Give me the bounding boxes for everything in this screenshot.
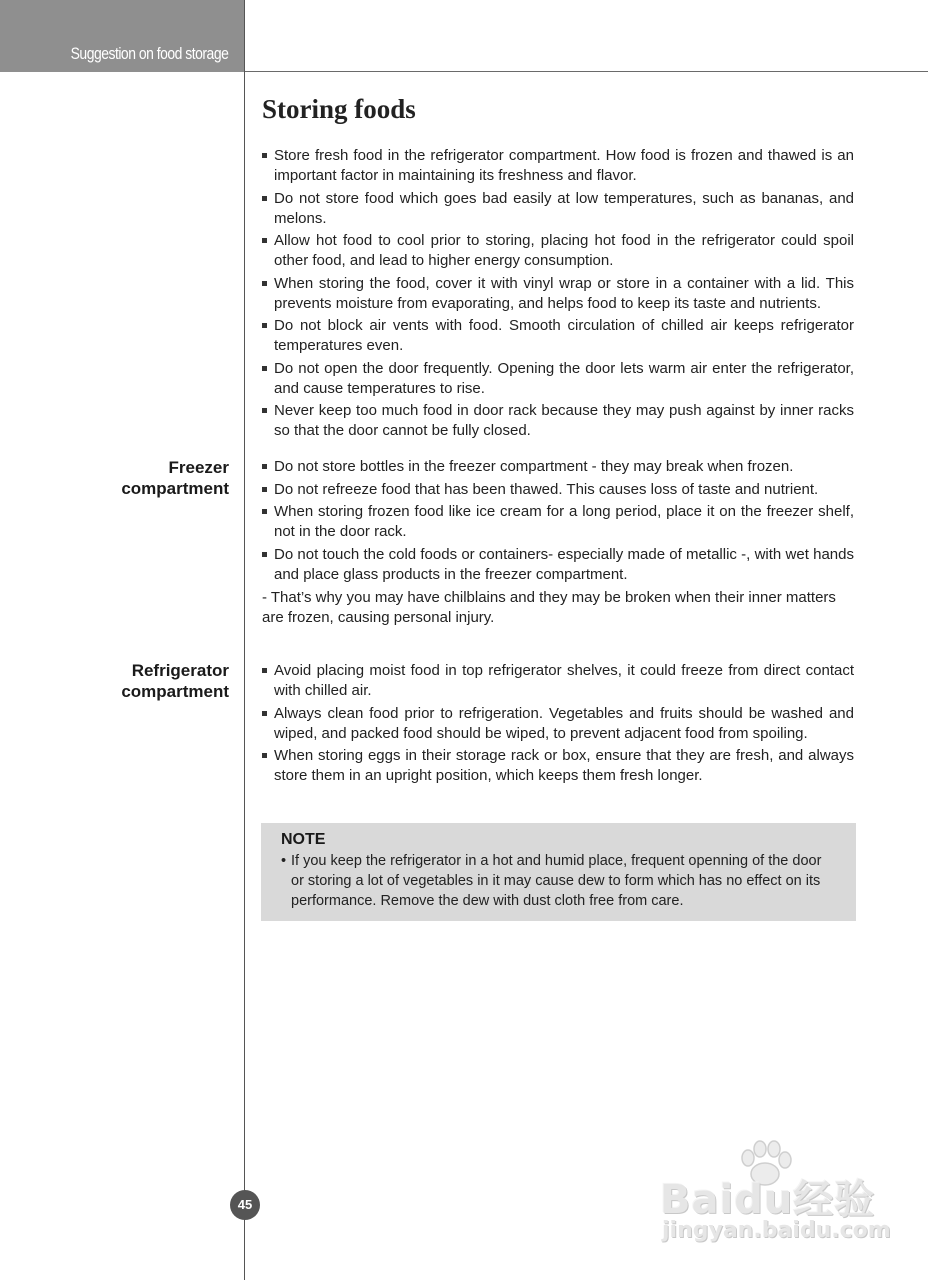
freezer-list — [262, 457, 854, 587]
list-item: Avoid placing moist food in top refrigerator shelves, it could freeze from direct contact with chilled air. — [262, 661, 854, 701]
list-item: When storing the food, cover it with vinyl wrap or store in a container with a lid. This prevents moisture from evaporating, and helps food to keep its taste and nutrients. — [262, 274, 854, 314]
square-bullet-icon — [262, 238, 267, 243]
dot-bullet-icon: • — [281, 853, 287, 869]
list-item: Do not block air vents with food. Smooth circulation of chilled air keeps refrigerator temperatures even. — [262, 316, 854, 356]
note-box — [261, 823, 856, 921]
list-item: Always clean food prior to refrigeration. Vegetables and fruits should be washed and wiped, and packed food should be wiped, to prevent adjacent food from spoiling. — [262, 704, 854, 744]
page-number: 45 — [230, 1190, 260, 1220]
note-text: • If you keep the refrigerator in a hot and humid place, frequent openning of the door or storing a lot of vegetables in it may cause dew to form which has no effect on its performance. Remove the dew with dust cloth free from care. — [281, 853, 822, 909]
list-item: Never keep too much food in door rack because they may push against by inner racks so that the door cannot be fully closed. — [262, 401, 854, 441]
square-bullet-icon — [262, 408, 267, 413]
margin-divider — [244, 0, 245, 1280]
header-divider — [244, 71, 928, 72]
watermark-url: jingyan.baidu.com — [662, 1218, 891, 1243]
note-title: NOTE — [281, 831, 326, 848]
list-item: Do not store food which goes bad easily at low temperatures, such as bananas, and melons. — [262, 189, 854, 229]
general-storage-list — [262, 146, 854, 444]
square-bullet-icon — [262, 196, 267, 201]
list-item: When storing frozen food like ice cream for a long period, place it on the freezer shelf, not in the door rack. — [262, 502, 854, 542]
square-bullet-icon — [262, 464, 267, 469]
square-bullet-icon — [262, 509, 267, 514]
page-title: Storing foods — [262, 94, 416, 124]
list-item: Do not touch the cold foods or containers- especially made of metallic -, with wet hands and place glass products in the freezer compartment. — [262, 545, 854, 585]
square-bullet-icon — [262, 552, 267, 557]
list-item: Do not store bottles in the freezer compartment - they may break when frozen. — [262, 457, 854, 477]
refrigerator-section-label: Refrigerator compartment — [121, 661, 229, 701]
square-bullet-icon — [262, 153, 267, 158]
refrigerator-list — [262, 661, 854, 789]
square-bullet-icon — [262, 366, 267, 371]
freezer-warning-note: - That’s why you may have chilblains and they may be broken when their inner matters are frozen, causing personal injury. — [262, 589, 836, 626]
list-item: Allow hot food to cool prior to storing, placing hot food in the refrigerator could spoil other food, and lead to higher energy consumption. — [262, 231, 854, 271]
section-label: Suggestion on food storage — [70, 44, 228, 63]
header-tab — [0, 0, 244, 72]
list-item: Do not refreeze food that has been thawed. This causes loss of taste and nutrient. — [262, 480, 854, 500]
freezer-section-label: Freezer compartment — [121, 458, 229, 498]
watermark-brand: Baidu经验 — [660, 1177, 876, 1223]
square-bullet-icon — [262, 281, 267, 286]
list-item: Store fresh food in the refrigerator compartment. How food is frozen and thawed is an important factor in maintaining its freshness and flavor. — [262, 146, 854, 186]
square-bullet-icon — [262, 487, 267, 492]
square-bullet-icon — [262, 668, 267, 673]
list-item: When storing eggs in their storage rack or box, ensure that they are fresh, and always store them in an upright position, which keeps them fresh longer. — [262, 746, 854, 786]
list-item: Do not open the door frequently. Opening the door lets warm air enter the refrigerator, and cause temperatures to rise. — [262, 359, 854, 399]
square-bullet-icon — [262, 711, 267, 716]
square-bullet-icon — [262, 323, 267, 328]
square-bullet-icon — [262, 753, 267, 758]
watermark — [660, 1140, 890, 1250]
